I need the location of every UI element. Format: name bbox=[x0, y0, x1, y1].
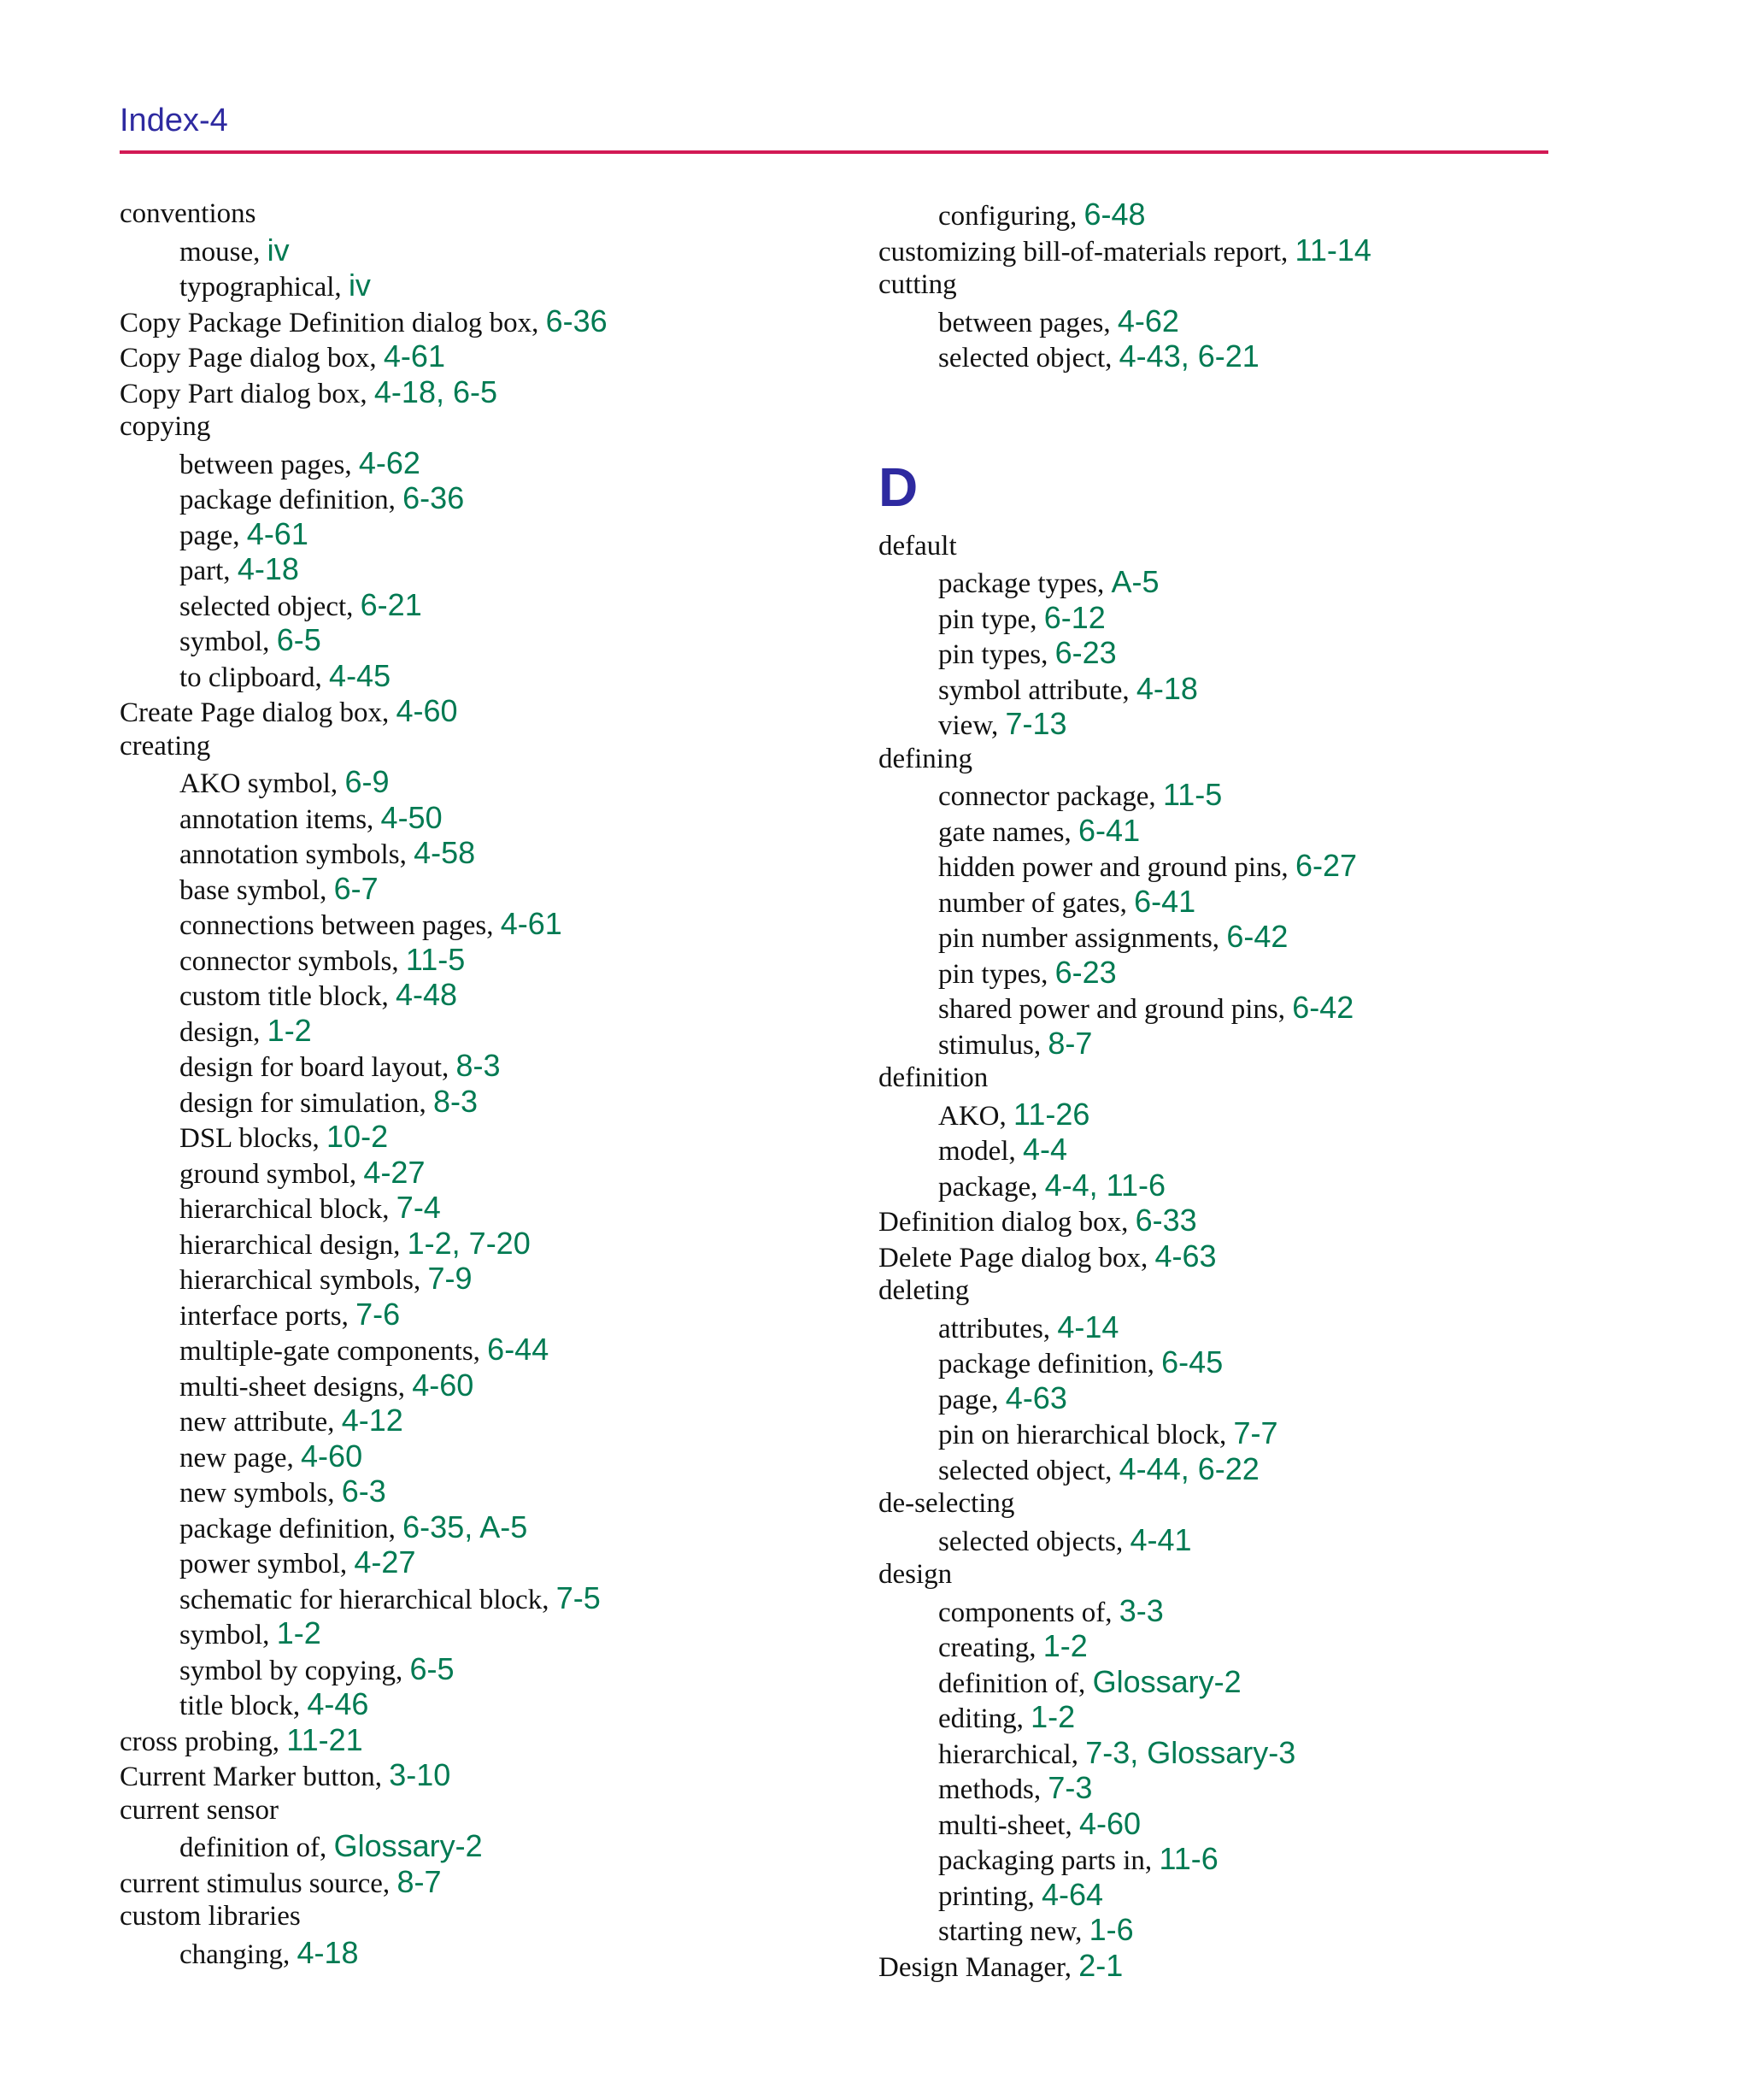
index-term: selected object, bbox=[938, 343, 1119, 374]
index-subentry bbox=[120, 445, 854, 481]
index-term: configuring, bbox=[938, 201, 1084, 232]
page-reference-link[interactable]: 6-3 bbox=[341, 1474, 386, 1509]
index-entry bbox=[878, 268, 1613, 303]
index-subentry bbox=[120, 1615, 854, 1651]
page-header: Index-4 bbox=[120, 103, 228, 138]
page-reference-link[interactable]: 6-7 bbox=[333, 870, 379, 906]
index-term: multi-sheet, bbox=[938, 1809, 1079, 1841]
index-term: current sensor bbox=[120, 1794, 279, 1826]
page-reference-link[interactable]: 11-6 bbox=[1159, 1841, 1219, 1876]
index-subentry bbox=[120, 1580, 854, 1616]
index-term: design for simulation, bbox=[179, 1087, 433, 1119]
page-reference-link[interactable]: 8-3 bbox=[432, 1083, 478, 1119]
index-entry bbox=[878, 1948, 1613, 1984]
page-reference-link[interactable]: 4-4, 11-6 bbox=[1044, 1167, 1166, 1203]
index-term: pin types, bbox=[938, 958, 1055, 990]
index-subentry bbox=[878, 813, 1613, 849]
index-term: package definition, bbox=[179, 1513, 403, 1544]
index-term: custom libraries bbox=[120, 1901, 301, 1932]
index-entry bbox=[120, 1793, 854, 1829]
index-term: custom title block, bbox=[179, 981, 396, 1012]
index-term: between pages, bbox=[938, 307, 1118, 338]
index-term: Definition dialog box, bbox=[878, 1207, 1136, 1238]
index-entry bbox=[120, 1899, 854, 1935]
index-entry bbox=[120, 693, 854, 729]
index-subentry bbox=[120, 942, 854, 978]
index-entry bbox=[878, 232, 1613, 268]
index-subentry bbox=[878, 706, 1613, 742]
index-term: design for board layout, bbox=[179, 1052, 456, 1083]
page-reference-link[interactable]: 4-18 bbox=[1136, 670, 1198, 706]
index-entry bbox=[120, 197, 854, 232]
index-entry bbox=[120, 338, 854, 374]
index-subentry bbox=[120, 1226, 854, 1262]
index-subentry bbox=[120, 1155, 854, 1191]
index-term: definition of, bbox=[938, 1668, 1093, 1699]
index-subentry bbox=[120, 764, 854, 800]
index-subentry bbox=[878, 197, 1613, 232]
index-term: schematic for hierarchical block, bbox=[179, 1584, 556, 1615]
page-reference-link[interactable]: 6-41 bbox=[1078, 812, 1141, 848]
page-reference-link[interactable]: 6-5 bbox=[409, 1650, 455, 1686]
index-term: pin types, bbox=[938, 639, 1055, 670]
index-term: hierarchical design, bbox=[179, 1229, 408, 1261]
index-subentry bbox=[878, 1380, 1613, 1416]
index-term: base symbol, bbox=[179, 874, 334, 906]
page-reference-link[interactable]: Glossary-2 bbox=[1092, 1663, 1242, 1699]
index-subentry bbox=[878, 303, 1613, 339]
index-term: changing, bbox=[179, 1938, 297, 1970]
index-entry bbox=[120, 303, 854, 339]
index-entry bbox=[120, 1864, 854, 1900]
page-reference-link[interactable]: 11-5 bbox=[1162, 777, 1223, 812]
index-term: hierarchical, bbox=[938, 1738, 1086, 1770]
index-term: connector symbols, bbox=[179, 945, 406, 977]
page-reference-link[interactable]: 1-2, 7-20 bbox=[407, 1225, 531, 1261]
index-term: title block, bbox=[179, 1691, 308, 1721]
page-reference-link[interactable]: 6-23 bbox=[1054, 635, 1117, 670]
index-subentry bbox=[878, 1132, 1613, 1168]
page-reference-link[interactable]: 6-33 bbox=[1135, 1203, 1197, 1238]
index-term: definition bbox=[878, 1062, 989, 1093]
index-term: Design Manager, bbox=[878, 1951, 1079, 1983]
index-subentry bbox=[878, 1415, 1613, 1451]
index-subentry bbox=[878, 884, 1613, 920]
index-term: selected object, bbox=[938, 1455, 1119, 1486]
index-term: design bbox=[878, 1559, 953, 1590]
index-term: between pages, bbox=[179, 449, 359, 480]
header-rule bbox=[120, 150, 1548, 154]
index-subentry bbox=[120, 1544, 854, 1580]
index-subentry bbox=[120, 480, 854, 516]
index-term: components of, bbox=[938, 1597, 1119, 1628]
index-term: pin type, bbox=[938, 603, 1044, 635]
page-reference-link[interactable]: 6-23 bbox=[1054, 954, 1117, 990]
page-reference-link[interactable]: 1-2 bbox=[1031, 1699, 1076, 1734]
index-term: Delete Page dialog box, bbox=[878, 1242, 1155, 1274]
index-subentry bbox=[878, 1912, 1613, 1948]
index-term: selected objects, bbox=[938, 1526, 1130, 1557]
index-term: power symbol, bbox=[179, 1549, 355, 1579]
index-term: page, bbox=[179, 520, 247, 551]
page-reference-link[interactable]: 1-2 bbox=[1042, 1628, 1088, 1663]
index-subentry bbox=[120, 906, 854, 942]
page-reference-link[interactable]: 7-7 bbox=[1233, 1415, 1278, 1450]
page-reference-link[interactable]: 7-4 bbox=[396, 1190, 441, 1225]
index-term: attributes, bbox=[938, 1313, 1058, 1344]
index-entry bbox=[878, 1557, 1613, 1593]
index-column-left bbox=[120, 197, 854, 1970]
index-subentry bbox=[120, 268, 854, 303]
page-reference-link[interactable]: 8-3 bbox=[455, 1048, 501, 1083]
index-term: selected object, bbox=[179, 591, 361, 622]
index-term: hidden power and ground pins, bbox=[938, 852, 1295, 883]
index-term: symbol, bbox=[179, 1620, 277, 1650]
page-reference-link[interactable]: 3-10 bbox=[389, 1757, 451, 1792]
index-term: symbol by copying, bbox=[179, 1655, 410, 1686]
index-subentry bbox=[878, 990, 1613, 1026]
page-reference-link[interactable]: 7-13 bbox=[1005, 706, 1067, 741]
index-subentry bbox=[120, 1048, 854, 1084]
page-reference-link[interactable]: 1-2 bbox=[267, 1012, 312, 1048]
index-subentry bbox=[120, 1332, 854, 1368]
page-reference-link[interactable]: 4-64 bbox=[1042, 1876, 1104, 1912]
index-term: connections between pages, bbox=[179, 910, 501, 941]
section-spacer bbox=[878, 374, 1613, 445]
page-reference-link[interactable]: 4-12 bbox=[341, 1403, 403, 1438]
page-reference-link[interactable]: 6-21 bbox=[360, 586, 422, 622]
index-term: Copy Page dialog box, bbox=[120, 343, 384, 374]
index-subentry bbox=[120, 1013, 854, 1049]
page-reference-link[interactable]: 4-60 bbox=[412, 1367, 474, 1403]
index-subentry bbox=[878, 1168, 1613, 1203]
index-term: to clipboard, bbox=[179, 662, 330, 693]
page-reference-link[interactable]: 4-18, 6-5 bbox=[373, 374, 497, 409]
page-reference-link[interactable]: 6-45 bbox=[1161, 1344, 1224, 1379]
index-term: multiple-gate components, bbox=[179, 1336, 488, 1367]
page-reference-link[interactable]: 4-62 bbox=[1117, 303, 1179, 338]
index-term: view, bbox=[938, 710, 1006, 741]
page-reference-link[interactable]: 4-18 bbox=[237, 551, 299, 586]
page-reference-link[interactable]: 4-61 bbox=[500, 906, 562, 941]
page-reference-link[interactable]: 4-61 bbox=[383, 338, 445, 374]
page-reference-link[interactable]: 11-5 bbox=[405, 941, 466, 977]
page-reference-link[interactable]: 3-3 bbox=[1119, 1592, 1164, 1628]
page-reference-link[interactable]: 11-26 bbox=[1013, 1096, 1090, 1132]
page-reference-link[interactable]: 4-60 bbox=[301, 1438, 363, 1474]
page-reference-link[interactable]: 7-3, Glossary-3 bbox=[1085, 1734, 1296, 1770]
index-subentry bbox=[878, 1628, 1613, 1664]
index-subentry bbox=[120, 1438, 854, 1474]
page-reference-link[interactable]: 6-44 bbox=[487, 1332, 549, 1367]
index-subentry bbox=[878, 1735, 1613, 1771]
page-reference-link[interactable]: 4-60 bbox=[1078, 1805, 1142, 1841]
index-term: printing, bbox=[938, 1880, 1042, 1912]
index-subentry bbox=[120, 1935, 854, 1971]
index-term: interface ports, bbox=[179, 1300, 356, 1332]
page-reference-link[interactable]: 4-60 bbox=[396, 693, 458, 728]
page-reference-link[interactable]: 1-2 bbox=[276, 1615, 321, 1650]
index-subentry bbox=[878, 1593, 1613, 1629]
page-reference-link[interactable]: 4-58 bbox=[414, 835, 476, 870]
page-reference-link[interactable]: 7-5 bbox=[555, 1579, 601, 1615]
index-term: annotation items, bbox=[179, 803, 381, 835]
index-term: pin number assignments, bbox=[938, 923, 1227, 954]
index-subentry bbox=[878, 919, 1613, 955]
index-term: package definition, bbox=[179, 485, 403, 515]
index-subentry bbox=[878, 671, 1613, 707]
index-subentry bbox=[120, 587, 854, 623]
index-term: package types, bbox=[938, 568, 1112, 599]
page-reference-link[interactable]: 4-50 bbox=[380, 799, 443, 835]
index-subentry bbox=[120, 1119, 854, 1155]
index-subentry bbox=[120, 800, 854, 836]
index-term: new page, bbox=[179, 1442, 302, 1474]
page-reference-link[interactable]: 6-35, A-5 bbox=[402, 1509, 528, 1544]
index-subentry bbox=[120, 1474, 854, 1509]
index-subentry bbox=[120, 1297, 854, 1332]
index-subentry bbox=[120, 658, 854, 694]
index-term: creating bbox=[120, 730, 211, 762]
page-reference-link[interactable]: 4-18 bbox=[297, 1934, 359, 1970]
index-term: new symbols, bbox=[179, 1478, 342, 1509]
index-term: typographical, bbox=[179, 272, 349, 303]
page-reference-link[interactable]: 4-63 bbox=[1005, 1379, 1067, 1415]
page-reference-link[interactable]: 6-36 bbox=[545, 303, 608, 338]
index-term: copying bbox=[120, 411, 211, 442]
page-reference-link[interactable]: 6-41 bbox=[1134, 883, 1196, 919]
index-term: de-selecting bbox=[878, 1488, 1015, 1519]
page-reference-link[interactable]: 4-4 bbox=[1022, 1132, 1068, 1167]
page-reference-link[interactable]: 4-45 bbox=[329, 657, 391, 693]
page-reference-link[interactable]: 4-14 bbox=[1057, 1309, 1119, 1344]
index-term: conventions bbox=[120, 198, 256, 229]
index-term: hierarchical block, bbox=[179, 1194, 396, 1225]
index-subentry bbox=[120, 1509, 854, 1545]
index-term: pin on hierarchical block, bbox=[938, 1420, 1234, 1450]
page-reference-link[interactable]: 6-5 bbox=[276, 622, 321, 657]
page-reference-link[interactable]: 6-48 bbox=[1083, 197, 1146, 232]
index-term: packaging parts in, bbox=[938, 1845, 1160, 1876]
index-subentry bbox=[878, 1309, 1613, 1345]
index-term: cross probing, bbox=[120, 1726, 287, 1757]
index-subentry bbox=[878, 955, 1613, 991]
page-reference-link[interactable]: 6-12 bbox=[1043, 599, 1106, 635]
page-reference-link[interactable]: 4-63 bbox=[1154, 1238, 1217, 1274]
page-reference-link[interactable]: 10-2 bbox=[326, 1119, 389, 1154]
index-entry bbox=[878, 1061, 1613, 1097]
page-reference-link[interactable]: 7-6 bbox=[355, 1296, 401, 1332]
index-entry bbox=[878, 742, 1613, 778]
page-reference-link[interactable]: 4-43, 6-21 bbox=[1119, 338, 1260, 374]
page-reference-link[interactable]: 2-1 bbox=[1078, 1947, 1124, 1983]
index-entry bbox=[878, 1274, 1613, 1309]
index-subentry bbox=[878, 1451, 1613, 1487]
index-subentry bbox=[878, 1522, 1613, 1558]
index-term: part, bbox=[179, 556, 238, 586]
page-reference-link[interactable]: 8-7 bbox=[1048, 1025, 1093, 1061]
index-subentry bbox=[120, 1190, 854, 1226]
page-reference-link[interactable]: 4-61 bbox=[246, 515, 308, 551]
index-term: defining bbox=[878, 743, 972, 774]
index-entry bbox=[120, 1757, 854, 1793]
index-term: default bbox=[878, 530, 957, 562]
index-term: new attribute, bbox=[179, 1407, 342, 1438]
index-term: cutting bbox=[878, 269, 957, 300]
index-term: stimulus, bbox=[938, 1029, 1048, 1061]
page-reference-link[interactable]: A-5 bbox=[1111, 564, 1160, 599]
index-term: gate names, bbox=[938, 816, 1079, 848]
index-subentry bbox=[878, 777, 1613, 813]
index-term: ground symbol, bbox=[179, 1158, 364, 1190]
index-entry bbox=[120, 1722, 854, 1758]
index-term: design, bbox=[179, 1016, 267, 1048]
index-entry bbox=[878, 1486, 1613, 1522]
index-subentry bbox=[878, 564, 1613, 600]
page-reference-link[interactable]: 11-21 bbox=[286, 1721, 363, 1757]
index-subentry bbox=[878, 1699, 1613, 1735]
page-reference-link[interactable]: 8-7 bbox=[396, 1863, 442, 1899]
index-entry bbox=[120, 409, 854, 445]
index-term: connector package, bbox=[938, 781, 1163, 812]
page-reference-link[interactable]: 7-9 bbox=[427, 1261, 473, 1296]
page-reference-link[interactable]: 4-41 bbox=[1130, 1521, 1192, 1557]
index-term: creating, bbox=[938, 1632, 1043, 1663]
index-term: starting new, bbox=[938, 1916, 1089, 1947]
page-reference-link[interactable]: 6-42 bbox=[1226, 919, 1289, 954]
page-reference-link[interactable]: iv bbox=[348, 268, 371, 303]
index-subentry bbox=[120, 1828, 854, 1864]
index-term: page, bbox=[938, 1384, 1006, 1415]
index-term: Copy Package Definition dialog box, bbox=[120, 307, 546, 338]
index-term: Create Page dialog box, bbox=[120, 697, 396, 728]
page-reference-link[interactable]: 4-48 bbox=[395, 977, 458, 1012]
index-column-right bbox=[878, 197, 1613, 1983]
index-subentry bbox=[120, 1651, 854, 1687]
index-subentry bbox=[120, 1261, 854, 1297]
index-subentry bbox=[120, 1403, 854, 1438]
page-reference-link[interactable]: 7-3 bbox=[1048, 1770, 1093, 1805]
index-subentry bbox=[120, 516, 854, 552]
index-term: definition of, bbox=[179, 1832, 334, 1863]
index-subentry bbox=[120, 977, 854, 1013]
index-term: package, bbox=[938, 1171, 1045, 1203]
index-entry bbox=[878, 1203, 1613, 1238]
index-term: AKO symbol, bbox=[179, 768, 345, 799]
index-term: methods, bbox=[938, 1774, 1048, 1805]
index-term: shared power and ground pins, bbox=[938, 994, 1293, 1025]
index-subentry bbox=[120, 1368, 854, 1403]
index-term: annotation symbols, bbox=[179, 839, 414, 870]
page-reference-link[interactable]: 6-42 bbox=[1292, 990, 1354, 1025]
page-reference-link[interactable]: 6-36 bbox=[402, 480, 465, 515]
index-term: current stimulus source, bbox=[120, 1868, 397, 1899]
index-subentry bbox=[120, 1686, 854, 1722]
index-term: mouse, bbox=[179, 236, 267, 268]
page-reference-link[interactable]: 4-27 bbox=[354, 1544, 416, 1579]
page-reference-link[interactable]: 6-9 bbox=[344, 764, 390, 799]
index-subentry bbox=[878, 848, 1613, 884]
index-term: multi-sheet designs, bbox=[179, 1371, 413, 1403]
index-term: hierarchical symbols, bbox=[179, 1265, 428, 1296]
index-subentry bbox=[878, 1877, 1613, 1913]
index-entry bbox=[120, 729, 854, 765]
index-term: Current Marker button, bbox=[120, 1762, 390, 1792]
index-entry bbox=[878, 529, 1613, 565]
page-reference-link[interactable]: 4-27 bbox=[363, 1154, 426, 1190]
index-subentry bbox=[878, 1770, 1613, 1806]
index-term: customizing bill-of-materials report, bbox=[878, 236, 1295, 268]
index-subentry bbox=[878, 1026, 1613, 1062]
page-reference-link[interactable]: 1-6 bbox=[1089, 1912, 1134, 1947]
index-subentry bbox=[120, 871, 854, 907]
page-reference-link[interactable]: 4-46 bbox=[307, 1686, 369, 1721]
index-subentry bbox=[120, 1084, 854, 1120]
page-reference-link[interactable]: 11-14 bbox=[1295, 232, 1371, 268]
index-term: Copy Part dialog box, bbox=[120, 378, 374, 409]
page-reference-link[interactable]: 6-27 bbox=[1295, 848, 1357, 883]
index-subentry bbox=[878, 338, 1613, 374]
index-term: DSL blocks, bbox=[179, 1123, 327, 1154]
index-subentry bbox=[878, 1806, 1613, 1842]
index-entry bbox=[878, 1238, 1613, 1274]
index-term: editing, bbox=[938, 1703, 1031, 1734]
index-subentry bbox=[120, 232, 854, 268]
page-reference-link[interactable]: Glossary-2 bbox=[333, 1828, 483, 1863]
page-reference-link[interactable]: iv bbox=[267, 232, 290, 268]
index-subentry bbox=[878, 1344, 1613, 1380]
index-entry bbox=[120, 374, 854, 410]
index-subentry bbox=[878, 1097, 1613, 1132]
section-letter: D bbox=[878, 456, 919, 518]
index-subentry bbox=[878, 1841, 1613, 1877]
index-subentry bbox=[120, 622, 854, 658]
index-term: symbol, bbox=[179, 626, 277, 657]
index-subentry bbox=[120, 835, 854, 871]
index-term: symbol attribute, bbox=[938, 674, 1136, 706]
index-term: deleting bbox=[878, 1275, 970, 1306]
index-term: number of gates, bbox=[938, 887, 1135, 919]
index-term: model, bbox=[938, 1136, 1023, 1167]
index-subentry bbox=[878, 635, 1613, 671]
index-subentry bbox=[120, 551, 854, 587]
page-reference-link[interactable]: 4-62 bbox=[358, 444, 420, 480]
index-term: AKO, bbox=[938, 1100, 1013, 1132]
index-term: package definition, bbox=[938, 1349, 1162, 1379]
index-subentry bbox=[878, 600, 1613, 636]
index-subentry bbox=[878, 1664, 1613, 1700]
page-reference-link[interactable]: 4-44, 6-22 bbox=[1119, 1450, 1260, 1486]
